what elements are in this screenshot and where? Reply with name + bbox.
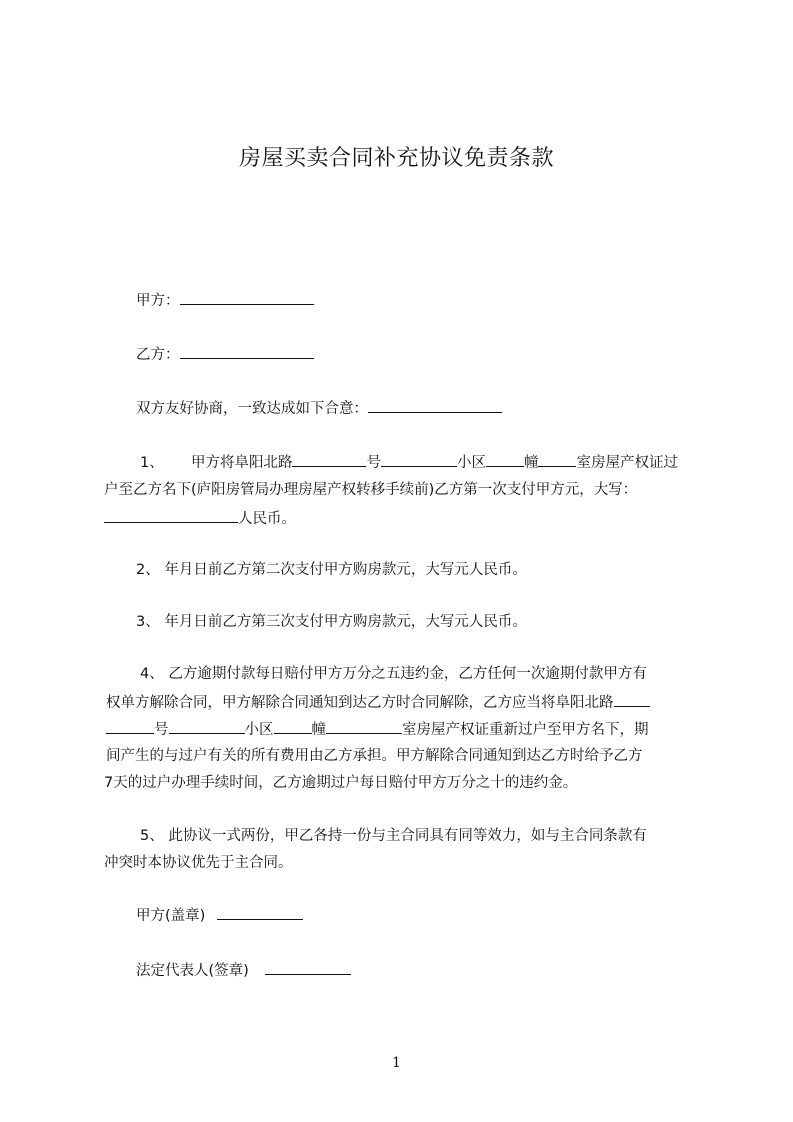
agreement-intro: 双方友好协商，一致达成如下合意：: [136, 401, 368, 417]
party-b-label: 乙方：: [136, 347, 180, 363]
clause-5-line-2: 冲突时本协议优先于主合同。: [104, 855, 293, 871]
clause-4-blank-road-cont: [106, 719, 154, 734]
clause-1-line-2: 户至乙方名下(庐阳房管局办理房屋产权转移手续前)乙方第一次支付甲方元，大写：: [104, 482, 638, 498]
clause-1-blank-road: [292, 452, 366, 467]
clause-4-blank-community: [274, 719, 312, 734]
clause-4-line-1: 4、 乙方逾期付款每日赔付甲方万分之五违约金，乙方任何一次逾期付款甲方有: [140, 666, 647, 682]
clause-4-line-2: [106, 692, 650, 713]
clause-4-blank-building: [326, 719, 402, 734]
clause-1-blank-number: [381, 452, 457, 467]
clause-4-text: 权单方解除合同，甲方解除合同通知到达乙方时合同解除，乙方应当将阜阳北路: [106, 695, 614, 711]
clause-4-text-d: 室房屋产权证重新过户至甲方名下，期: [402, 722, 649, 738]
party-a-label: 甲方：: [136, 293, 180, 309]
clause-4-line-5: 7天的过户办理手续时间，乙方逾期过户每日赔付甲方万分之十的违约金。: [104, 775, 578, 791]
page-number: 1: [392, 1055, 401, 1071]
clause-4-line-4: 间产生的与过户有关的所有费用由乙方承担。甲方解除合同通知到达乙方时给予乙方: [106, 748, 643, 764]
clause-1-number: 1、: [140, 455, 164, 471]
party-b-blank: [180, 344, 314, 359]
clause-1-suffix: 人民币。: [238, 511, 296, 527]
clause-4-blank-number: [169, 719, 245, 734]
clause-2: 2、 年月日前乙方第二次支付甲方购房款元，大写元人民币。: [136, 562, 527, 578]
clause-5-line-1: 5、 此协议一式两份，甲乙各持一份与主合同具有同等效力，如与主合同条款有: [140, 828, 647, 844]
clause-4-line-3: [106, 719, 649, 740]
party-a-seal-line: [136, 905, 303, 926]
document-title: 房屋买卖合同补充协议免责条款: [238, 146, 554, 171]
party-a-seal-blank: [217, 905, 303, 920]
party-a-blank: [180, 290, 314, 305]
clause-4-text-a: 号: [154, 722, 169, 738]
clause-1-text-c: 小区: [456, 455, 486, 471]
clause-1-text-e: 室房屋产权证过: [576, 455, 678, 471]
clause-3: 3、 年月日前乙方第三次支付甲方购房款元，大写元人民币。: [136, 614, 527, 630]
clause-4-blank-road: [614, 692, 650, 707]
clause-4-text-b: 小区: [244, 722, 274, 738]
agreement-intro-line: [136, 398, 502, 419]
legal-rep-line: [136, 960, 351, 981]
clause-4-text-c: 幢: [311, 722, 326, 738]
clause-1-blank-community: [486, 452, 524, 467]
party-a-line: [136, 290, 314, 311]
clause-1-line-3: [104, 508, 296, 529]
legal-rep-blank: [265, 960, 351, 975]
party-a-seal-label: 甲方(盖章): [136, 908, 206, 924]
clause-1-blank-building: [538, 452, 576, 467]
agreement-intro-blank: [368, 398, 502, 413]
party-b-line: [136, 344, 314, 365]
clause-1-line-1: [140, 452, 678, 473]
clause-1-text-b: 号: [366, 455, 381, 471]
clause-1-text-a: 甲方将阜阳北路: [190, 455, 293, 471]
legal-rep-label: 法定代表人(签章): [136, 963, 249, 979]
clause-1-text-d: 幢: [523, 455, 539, 471]
clause-1-blank-amount: [104, 508, 238, 523]
